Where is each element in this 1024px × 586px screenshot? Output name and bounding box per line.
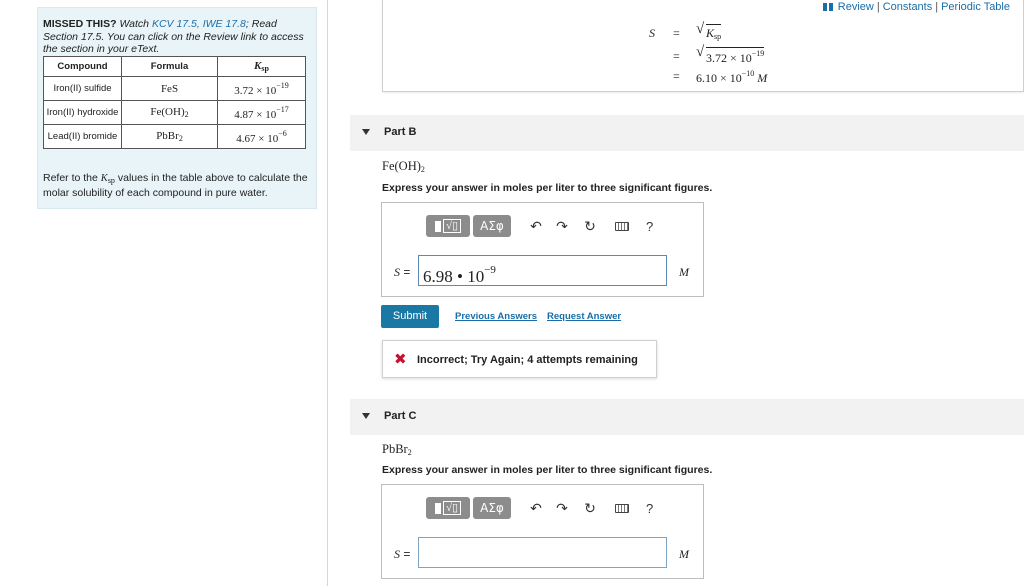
templates-button[interactable]: [426, 497, 470, 519]
keyboard-icon[interactable]: [615, 504, 629, 513]
collapse-arrow-icon[interactable]: [362, 129, 370, 135]
part-a-result: [382, 0, 1024, 92]
greek-symbols-button[interactable]: ΑΣφ: [473, 497, 511, 519]
formula-cell: PbBr$_2$: [122, 125, 218, 149]
unit-label: M: [679, 547, 689, 561]
help-icon[interactable]: ?: [646, 218, 654, 234]
template-icon: [435, 221, 441, 232]
part-c-formula: PbBr$_2$: [382, 442, 412, 457]
table-row: [44, 125, 306, 149]
ksp-header: $K_{sp}$: [218, 57, 306, 77]
table-row: [44, 101, 306, 125]
sqrt-value: √ $3.72 \times 10^{-19}$: [696, 47, 764, 66]
equals-sign: =: [673, 49, 680, 63]
templates-button[interactable]: [426, 215, 470, 237]
sqrt-ksp: √ $K_{sp}$: [696, 24, 721, 41]
table-row: [44, 77, 306, 101]
part-b-answer-box: [381, 202, 704, 297]
part-c-header[interactable]: [350, 399, 1024, 435]
reset-icon[interactable]: ↻: [584, 217, 596, 234]
equals-sign: =: [673, 26, 680, 40]
periodic-table-link[interactable]: Periodic Table: [941, 1, 1010, 13]
undo-icon[interactable]: ↶: [530, 217, 542, 234]
equals-sign: =: [673, 69, 680, 83]
answer-input[interactable]: 6.98 • $10^{-9}$: [418, 255, 667, 286]
previous-answers-link[interactable]: Previous Answers: [455, 311, 538, 322]
incorrect-icon: ✖: [394, 350, 407, 368]
s-equals-label: S =: [394, 265, 411, 279]
ksp-cell: $4.67 \times 10^{-6}$: [218, 125, 306, 149]
instruction-text: Refer to the $K_{sp}$ values in the table above to calculate the molar solubility of each compound in pure water.: [43, 172, 308, 199]
part-b-instruction: Express your answer in moles per liter to three significant figures.: [382, 182, 713, 194]
unit-label: M: [679, 265, 689, 279]
formula-cell: $Fe(OH)_2$: [122, 101, 218, 125]
table-header-row: [44, 57, 306, 77]
keyboard-icon[interactable]: [615, 222, 629, 231]
math-toolbar: [426, 497, 653, 519]
compound-cell: Iron(II) hydroxide: [44, 101, 122, 125]
formula-header: Formula: [122, 57, 218, 77]
compound-cell: Iron(II) sulfide: [44, 77, 122, 101]
read-section-text: ; Read Section 17.5. You can click on the Review link to access the section in your eText.: [43, 18, 304, 55]
collapse-arrow-icon[interactable]: [362, 413, 370, 419]
part-c-instruction: Express your answer in moles per liter to three significant figures.: [382, 464, 713, 476]
missed-this-panel: [37, 7, 317, 209]
undo-icon[interactable]: ↶: [530, 499, 542, 516]
missed-this-heading: MISSED THIS?: [43, 18, 117, 30]
review-link[interactable]: Review: [837, 1, 874, 13]
ksp-cell: $3.72 \times 10^{-19}$: [218, 77, 306, 101]
ksp-table: [43, 56, 306, 149]
compound-header: Compound: [44, 57, 122, 77]
math-toolbar: [426, 215, 653, 237]
submit-button[interactable]: Submit: [381, 305, 439, 328]
request-answer-link[interactable]: Request Answer: [547, 311, 622, 322]
watch-label: Watch: [119, 18, 150, 30]
result-s-symbol: S: [649, 26, 655, 40]
sqrt-template-icon: √▯: [443, 501, 461, 515]
separator: |: [876, 1, 880, 13]
answer-input[interactable]: [418, 537, 667, 568]
constants-link[interactable]: Constants: [882, 1, 933, 13]
template-icon: [435, 503, 441, 514]
kcv-iwe-link[interactable]: KCV 17.5, IWE 17.8: [151, 18, 246, 30]
feedback-box: [382, 340, 657, 378]
part-b-header[interactable]: [350, 115, 1024, 151]
separator: |: [935, 1, 939, 13]
s-equals-label: S =: [394, 547, 411, 561]
formula-cell: FeS: [122, 77, 218, 101]
feedback-message: Incorrect; Try Again; 4 attempts remaining: [417, 354, 638, 366]
part-c-answer-box: [381, 484, 704, 579]
ksp-cell: $4.87 \times 10^{-17}$: [218, 101, 306, 125]
sqrt-template-icon: √▯: [443, 219, 461, 233]
help-icon[interactable]: ?: [646, 500, 654, 516]
result-value: $6.10 \times 10^{-10}$ M: [696, 69, 768, 85]
redo-icon[interactable]: ↷: [556, 499, 568, 516]
part-c-title: Part C: [384, 410, 417, 422]
compound-cell: Lead(II) bromide: [44, 125, 122, 149]
panel-divider: [327, 0, 328, 586]
greek-symbols-button[interactable]: ΑΣφ: [473, 215, 511, 237]
missed-this-text: [43, 18, 313, 56]
redo-icon[interactable]: ↷: [556, 217, 568, 234]
part-b-formula: $Fe(OH)_2$: [382, 159, 425, 174]
part-b-title: Part B: [384, 126, 417, 138]
reset-icon[interactable]: ↻: [584, 499, 596, 516]
